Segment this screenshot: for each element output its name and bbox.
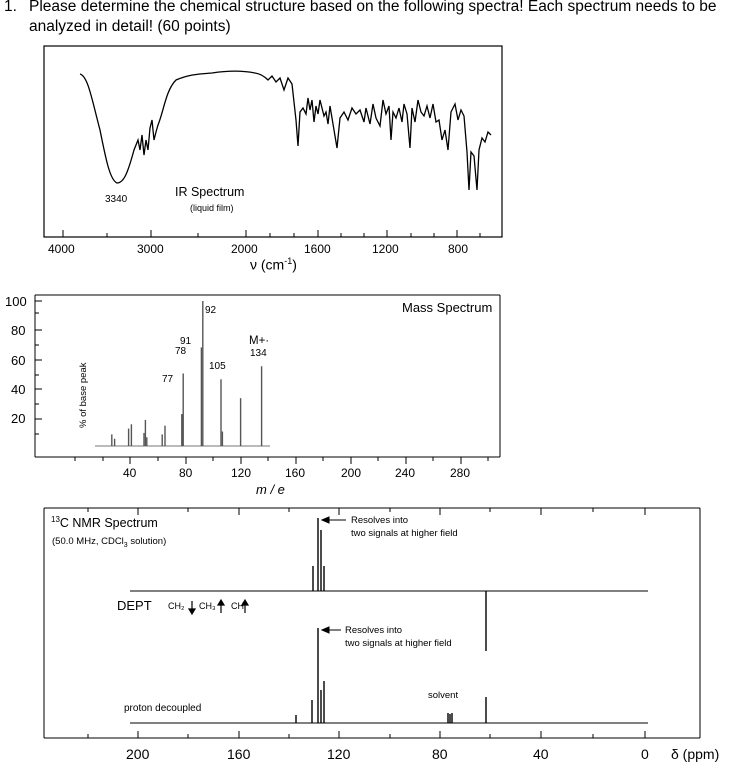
- ir-ticks: [63, 230, 480, 237]
- ms-xtick: 280: [450, 466, 471, 480]
- dept-label: DEPT: [117, 598, 152, 613]
- nmr-annotation-mid-line2: two signals at higher field: [345, 638, 452, 649]
- ms-peak-label-78: 78: [175, 346, 187, 357]
- ms-xtick: 200: [341, 466, 362, 480]
- ir-frame: [44, 46, 502, 237]
- nmr-xtick: 0: [641, 746, 649, 762]
- ms-ytick: 80: [11, 323, 26, 338]
- question-number: 1.: [4, 0, 17, 15]
- ms-xtick: 120: [231, 466, 252, 480]
- nmr-annotation-mid-line1: Resolves into: [345, 625, 403, 636]
- ir-tick: 800: [448, 242, 469, 256]
- ir-tick: 1200: [372, 242, 399, 256]
- ms-xtick: 160: [285, 466, 306, 480]
- ir-tick: 3000: [137, 242, 164, 256]
- ms-xtick: 40: [123, 466, 137, 480]
- ir-subtitle: (liquid film): [190, 203, 234, 213]
- ms-xtick: 80: [179, 466, 193, 480]
- proton-decoupled-label: proton decoupled: [124, 703, 202, 714]
- ms-peak-label-77: 77: [162, 374, 174, 385]
- ms-ylabel: % of base peak: [78, 362, 89, 428]
- ms-ytick: 40: [11, 382, 26, 397]
- ms-xtick: 240: [395, 466, 416, 480]
- nmr-xtick: 160: [227, 746, 251, 762]
- ir-trace: [80, 71, 491, 190]
- nmr-annotation-top-line2: two signals at higher field: [351, 528, 458, 539]
- nmr-xtick: 40: [533, 746, 549, 762]
- ms-molecular-ion-label: M+·: [249, 335, 270, 347]
- dept-ch3-label: CH₃: [199, 601, 216, 611]
- dept-ch-label: CH: [231, 601, 244, 611]
- ms-xlabel: m / e: [256, 482, 285, 497]
- ir-tick: 1600: [304, 242, 331, 256]
- ms-peak-label-134: 134: [250, 348, 267, 359]
- ir-peak-label: 3340: [105, 194, 128, 205]
- ms-peak-label-91: 91: [180, 336, 192, 347]
- annotation-arrows: [322, 517, 346, 633]
- nmr-xunit: δ (ppm): [671, 746, 720, 762]
- ms-title: Mass Spectrum: [402, 300, 493, 315]
- question-text: Please determine the chemical structure based on the following spectra! Each spectrum needs to be analyzed in detail! (60 points): [29, 0, 717, 35]
- ms-ytick: 20: [11, 411, 26, 426]
- ms-ytick: 60: [11, 353, 26, 368]
- ir-title: IR Spectrum: [175, 185, 245, 199]
- nmr-conditions: (50.0 MHz, CDCl$_3$ solution): [52, 536, 167, 549]
- nmr-annotation-top-line1: Resolves into: [351, 515, 409, 526]
- nmr-xtick: 120: [327, 746, 351, 762]
- nmr-xtick: 80: [432, 746, 448, 762]
- solvent-label: solvent: [428, 690, 459, 701]
- ms-ytick: 100: [5, 294, 27, 309]
- ms-axes: [35, 295, 500, 464]
- ir-axis-label: ν $(cm^{-1})$: [250, 256, 297, 273]
- ms-peak-label-92: 92: [205, 305, 217, 316]
- ms-peaks: [112, 301, 262, 446]
- dept-ch2-label: CH₂: [168, 601, 185, 611]
- ir-tick: 4000: [48, 242, 75, 256]
- ms-peak-label-105: 105: [209, 361, 226, 372]
- ir-tick: 2000: [231, 242, 258, 256]
- nmr-title: $^{13}$C NMR Spectrum: [51, 515, 158, 531]
- nmr-xtick: 200: [126, 746, 150, 762]
